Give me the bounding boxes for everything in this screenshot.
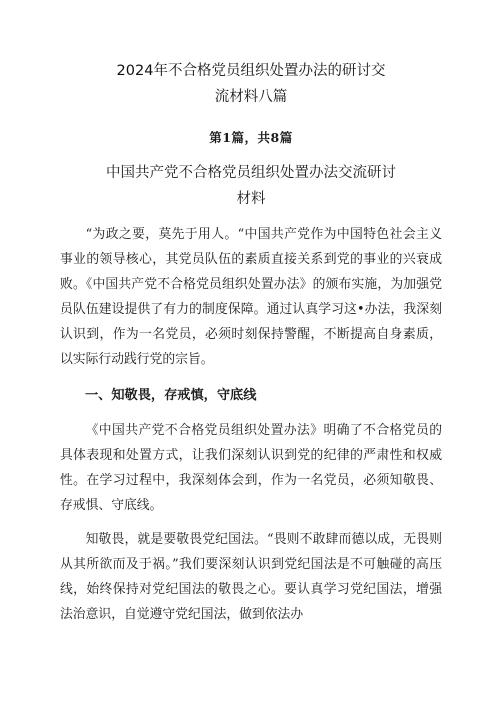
section-title-line2: 材料 (236, 191, 266, 207)
section-title (60, 160, 442, 212)
document-title-line1: 2024年不合格党员组织处置办法的研讨交 (116, 63, 386, 79)
paragraph-intro: “为政之要，莫先于用人。“中国共产党作为中国特色社会主义事业的领导核心，其党员队伍的素质直接关系到党的事业的兴衰成败。《中国共产党不合格党员组织处置办法》的颁布实施，为加强党员队伍建设提供了有力的制度保障。通过认真学习这•办法，我深刻认识到，作为一名党员，必须时刻保持警醒，不断提高自身素质，以实际行动践行党的宗旨。 (60, 227, 442, 367)
section-heading-1: 一、知敬畏，存戒慎，守底线 (85, 388, 257, 403)
section-title-line1: 中国共产党不合格党员组织处置办法交流研讨 (106, 165, 396, 181)
paragraph-2: 《中国共产党不合格党员组织处置办法》明确了不合格党员的具体表现和处置方式，让我们深刻认识到党的纪律的严肃性和权威性。在学习过程中，我深刻体会到，作为一名党员，必须知敬畏、存戒惧、守底线。 (60, 423, 442, 513)
paragraph-3: 知敬畏，就是要敬畏党纪国法。“畏则不敢肆而德以成，无畏则从其所欲而及于祸。”我们要深刻认识到党纪国法是不可触碰的高压线，始终保持对党纪国法的敬畏之心。要认真学习党纪国法，增强法治意识，自觉遵守党纪国法，做到依法办 (60, 532, 442, 622)
document-title (60, 0, 442, 110)
document-title-line2: 流材料八篇 (214, 89, 288, 105)
part-label: 第1篇，共8篇 (209, 130, 293, 145)
